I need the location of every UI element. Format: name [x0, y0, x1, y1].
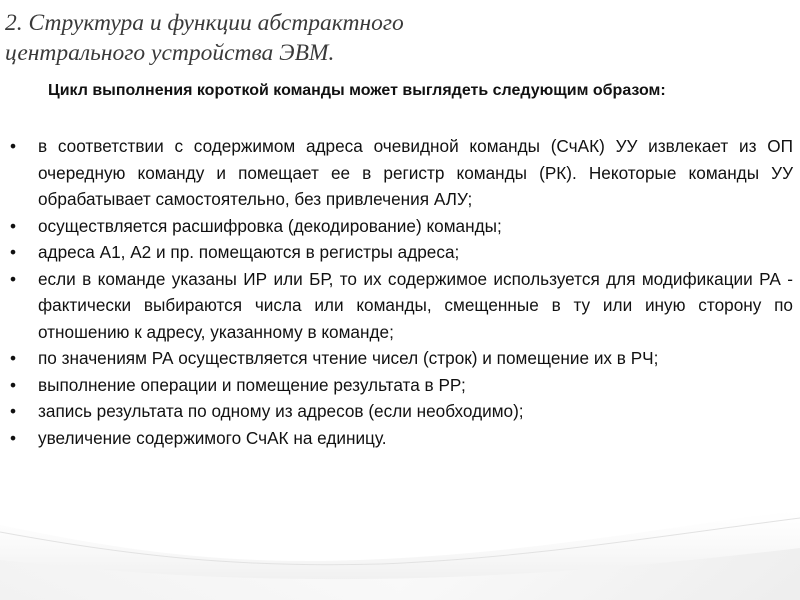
list-item-text: в соответствии с содержимом адреса очевидной команды (СчАК) УУ извлекает из ОП очередную команду и помещает ее в регистр команды (РК). Некоторые команды УУ обрабатывает самостоятельно, без привлечения АЛУ;	[38, 136, 793, 209]
list-item	[8, 213, 793, 240]
list-item	[8, 345, 793, 372]
list-item-text: выполнение операции и помещение результата в РР;	[38, 374, 466, 395]
list-item-text: если в команде указаны ИР или БР, то их содержимое используется для модификации РА - фактически выбираются числа или команды, смещенные в ту или иную сторону по отношению к адресу, указанному в команде;	[38, 268, 793, 342]
slide-title	[5, 8, 565, 68]
list-item-text: увеличение содержимого СчАК на единицу.	[38, 427, 387, 448]
list-item	[8, 239, 793, 266]
list-item	[8, 398, 793, 425]
bullet-icon: •	[10, 268, 17, 289]
list-item-text: осуществляется расшифровка (декодирование) команды;	[38, 215, 502, 236]
list-item-text: по значениям РА осуществляется чтение чисел (строк) и помещение их в РЧ;	[38, 348, 659, 368]
slide-title-line-1: 2. Структура и функции абстрактного	[5, 10, 404, 36]
list-item-text: запись результата по одному из адресов (если необходимо);	[38, 401, 524, 421]
bullet-icon: •	[10, 427, 17, 448]
list-item-text: адреса А1, А2 и пр. помещаются в регистры адреса;	[38, 242, 460, 262]
slide-title-line-2: центрального устройства ЭВМ.	[5, 40, 335, 66]
bullet-icon: •	[10, 401, 17, 421]
bullet-icon: •	[10, 215, 17, 236]
list-item	[8, 266, 793, 346]
list-item	[8, 133, 793, 213]
bullet-icon: •	[10, 348, 17, 368]
list-item	[8, 425, 793, 452]
intro-paragraph: Цикл выполнения короткой команды может выглядеть следующим образом:	[48, 82, 666, 99]
bullet-icon: •	[10, 374, 17, 395]
bullet-icon: •	[10, 242, 17, 262]
decorative-wave-background	[0, 470, 800, 600]
list-item	[8, 372, 793, 399]
bullet-list	[8, 133, 793, 451]
bullet-icon: •	[10, 136, 17, 156]
